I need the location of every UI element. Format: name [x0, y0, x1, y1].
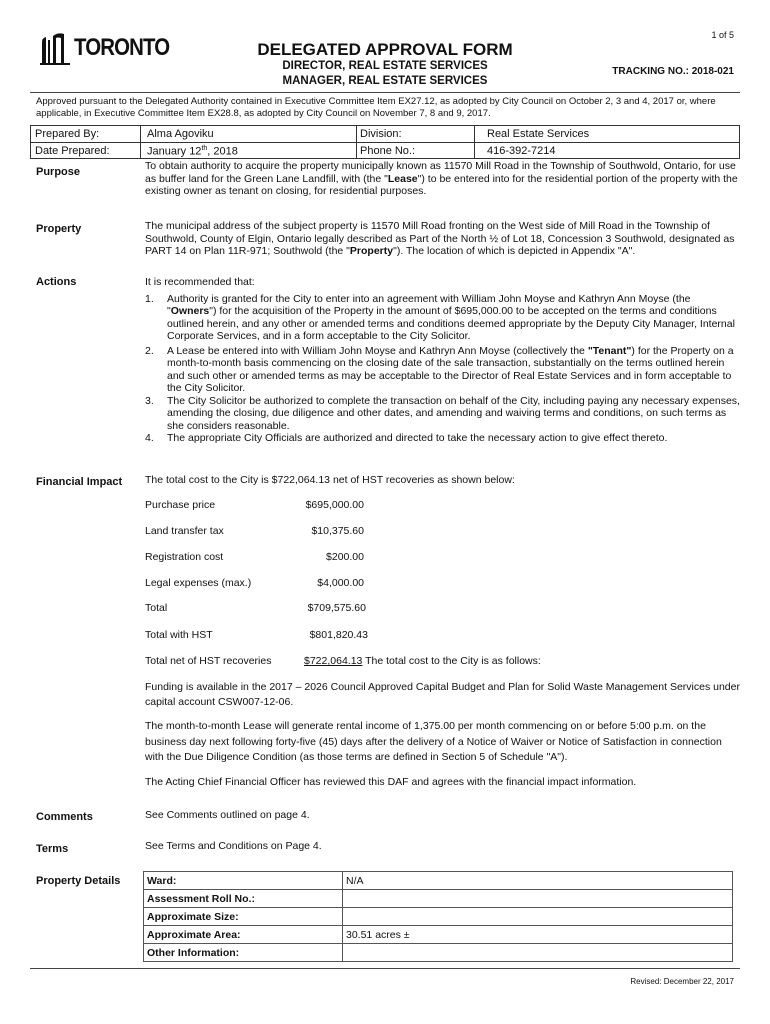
division-value: Real Estate Services	[487, 128, 590, 140]
prepared-by-value: Alma Agoviku	[147, 128, 214, 140]
terms-label: Terms	[36, 843, 69, 855]
grid-col-1	[140, 125, 141, 158]
cost-value: $801,820.43	[309, 629, 368, 641]
net-hst-value: $722,064.13 The total cost to the City is as follows:	[304, 655, 541, 667]
table-row: Approximate Size:	[144, 908, 733, 926]
cost-label: Total	[145, 602, 168, 614]
actions-block	[145, 276, 741, 445]
financial-impact-label: Financial Impact	[36, 476, 123, 488]
grid-bottom	[30, 158, 740, 159]
actions-label: Actions	[36, 276, 77, 288]
date-prepared-label: Date Prepared:	[35, 145, 110, 157]
form-subtitle-manager: MANAGER, REAL ESTATE SERVICES	[282, 75, 488, 87]
logo-wordmark: TORONTO	[74, 34, 170, 61]
grid-right	[739, 125, 740, 158]
footer-divider	[30, 968, 740, 969]
comments-label: Comments	[36, 811, 93, 823]
property-details-label: Property Details	[36, 875, 121, 887]
page-number: 1 of 5	[711, 30, 734, 40]
cost-label: Legal expenses (max.)	[145, 577, 252, 589]
revised-date: Revised: December 22, 2017	[630, 977, 734, 986]
cost-value: $200.00	[326, 551, 364, 563]
financial-intro: The total cost to the City is $722,064.13 net of HST recoveries as shown below:	[145, 474, 515, 486]
purpose-text: To obtain authority to acquire the property municipally known as 11570 Mill Road in the Township of Southwold, Ontario, for use as buffer land for the Green Lane Landfill, with (the "Lease") to be entered into for the residential portion of the property with the existing owner as tenant on closing, for residential purposes.	[145, 160, 738, 197]
cost-label: Purchase price	[145, 499, 216, 511]
property-label: Property	[36, 223, 82, 235]
cost-value: $10,375.60	[311, 525, 364, 537]
cfo-text: The Acting Chief Financial Officer has reviewed this DAF and agrees with the financial impact information.	[145, 776, 637, 788]
form-title: DELEGATED APPROVAL FORM	[257, 40, 513, 59]
action-item: 3. The City Solicitor be authorized to complete the transaction on behalf of the City, including paying any necessary expenses, amending the closing, due diligence and other dates, and amending and waiving terms and conditions, on such terms as she considers reasonable.	[145, 394, 740, 432]
tracking-number: TRACKING NO.: 2018-021	[612, 66, 734, 77]
header-divider	[30, 92, 740, 93]
grid-left	[30, 125, 31, 158]
table-row: Ward: N/A	[144, 872, 733, 890]
table-row: Other Information:	[144, 944, 733, 962]
action-item: 4. The appropriate City Officials are authorized and directed to take the necessary action to give effect thereto.	[145, 432, 668, 444]
prepared-by-label: Prepared By:	[35, 128, 100, 140]
phone-label: Phone No.:	[360, 145, 416, 157]
net-hst-label: Total net of HST recoveries	[145, 655, 272, 667]
actions-list	[145, 293, 741, 445]
table-row: Approximate Area: 30.51 acres ±	[144, 926, 733, 944]
terms-text: See Terms and Conditions on Page 4.	[145, 840, 322, 852]
table-row: Assessment Roll No.:	[144, 890, 733, 908]
division-label: Division:	[360, 128, 402, 140]
property-details-table	[143, 871, 733, 962]
cost-label: Total with HST	[145, 629, 213, 641]
property-text: The municipal address of the subject property is 11570 Mill Road fronting on the West side of Mill Road in the Township of Southwold, County of Elgin, Ontario legally described as Part of the North ½ of Lot 18, Concession 3 Southwold, designated as PART 14 on Plan 11R-971; Southwold (the "Property"). The location of which is depicted in Appendix "A".	[145, 220, 735, 257]
grid-top	[30, 125, 740, 126]
cost-value: $695,000.00	[305, 499, 364, 511]
action-item: 1. Authority is granted for the City to enter into an agreement with William John Moyse and Kathryn Ann Moyse (the "Owners") for the acquisition of the Property in the amount of $695,000.00 to be accepted on the terms and conditions outlined herein, and any other or amended terms and conditions deemed appropriate by the Deputy City Manager, Internal Corporate Services, and in a form acceptable to the City Solicitor.	[145, 292, 735, 342]
actions-intro: It is recommended that:	[145, 276, 255, 288]
cost-value: $709,575.60	[307, 602, 366, 614]
cost-label: Registration cost	[145, 551, 224, 563]
lease-income-text: The month-to-month Lease will generate rental income of 1,375.00 per month commencing on or before 5:00 p.m. on the business day next following forty-five (45) days after the delivery of a Notice of Waiver or Notice of Satisfaction in connection with the Due Diligence Condition (as those terms are defined in Section 5 of Schedule "A").	[145, 720, 722, 763]
funding-text: Funding is available in the 2017 – 2026 Council Approved Capital Budget and Plan for Solid Waste Management Services under capital account CSW007-12-06.	[145, 681, 740, 708]
grid-mid	[30, 142, 740, 143]
grid-col-2	[356, 125, 357, 158]
approval-authority-text: Approved pursuant to the Delegated Authority contained in Executive Committee Item EX27.12, as adopted by City Council on October 2, 3 and 4, 2017 or, where applicable, in Executive Committee Item EX28.8, as adopted by City Council on November 7, 8 and 9, 2017.	[36, 96, 716, 119]
action-item: 2. A Lease be entered into with William John Moyse and Kathryn Ann Moyse (collectively the "Tenant") for the Property on a month-to-month basis commencing on the closing date of the sale transaction, substantially on the terms outlined herein and such other or amended terms as may be acceptable to the Director of Real Estate Services and in form acceptable to the City Solicitor.	[145, 344, 734, 394]
cost-value: $4,000.00	[317, 577, 364, 589]
purpose-label: Purpose	[36, 166, 81, 178]
cost-label: Land transfer tax	[145, 525, 224, 537]
date-prepared-value: January 12th, 2018	[147, 145, 238, 158]
grid-col-3	[474, 125, 475, 158]
form-subtitle-director: DIRECTOR, REAL ESTATE SERVICES	[282, 60, 488, 72]
comments-text: See Comments outlined on page 4.	[145, 809, 310, 821]
phone-value: 416-392-7214	[487, 145, 556, 157]
